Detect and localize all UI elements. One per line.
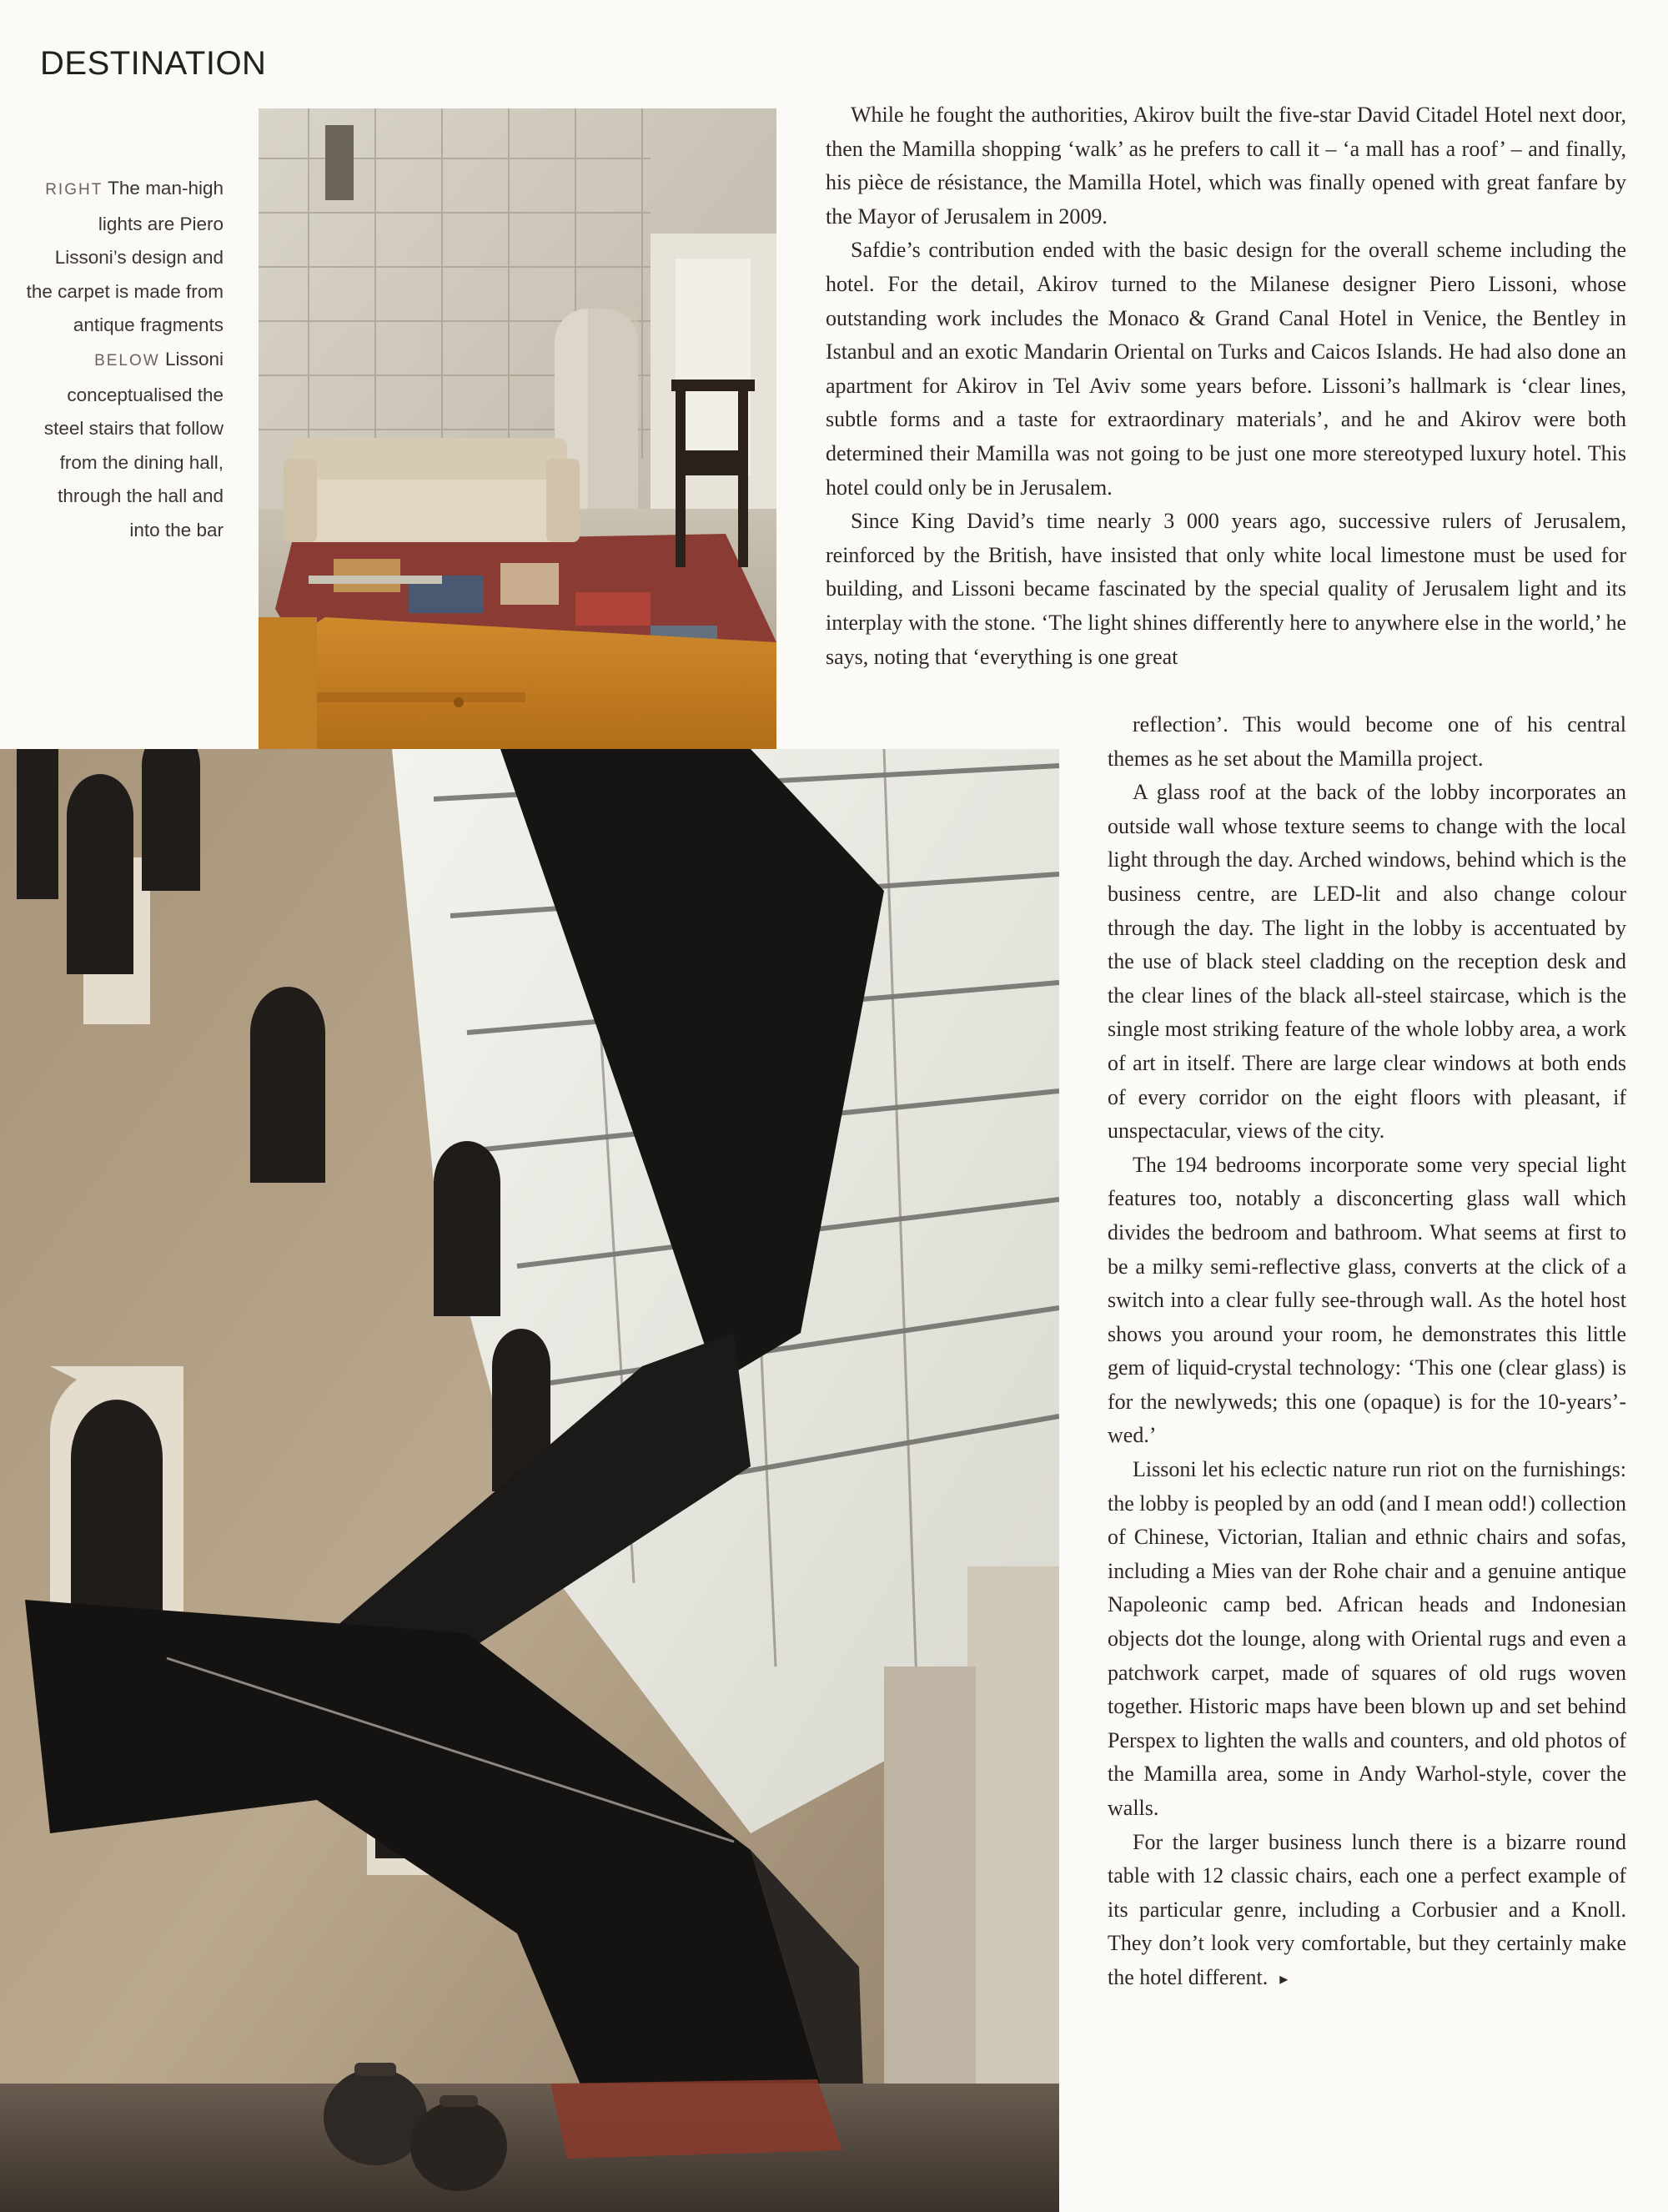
caption-key-right: RIGHT	[45, 181, 103, 199]
staircase-photo	[0, 749, 1059, 2212]
caption-text-below: Lissoni conceptualised the steel stairs that follow from the dining hall, through the hall and into the bar	[43, 348, 224, 540]
article-paragraph: Lissoni let his eclectic nature run riot on the furnishings: the lobby is peopled by an odd (and I mean odd!) collection of Chinese, Victorian, Italian and ethnic chairs and sofas, including a Mies van der Rohe chair and a genuine antique Napoleonic camp bed. African heads and Indonesian objects dot the lounge, along with Oriental rugs and even a patchwork carpet, made of squares of old rugs woven together. Historic maps have been blown up and set behind Perspex to lighten the walls and counters, and old photos of the Mamilla area, some in Andy Warhol-style, cover the walls.	[1108, 1457, 1626, 1820]
article-paragraph: Safdie’s contribution ended with the basic design for the overall scheme including the hotel. For the detail, Akirov turned to the Milanese designer Piero Lissoni, whose outstanding work includes the Monaco & Grand Canal Hotel in Venice, the Bentley in Istanbul and an exotic Mandarin Oriental on Turks and Caicos Islands. He had also done an apartment for Akirov in Tel Aviv some years before. Lissoni’s hallmark is ‘clear lines, subtle forms and a taste for extraordinary materials’, and he and Akirov were both determined their Mamilla was not going to be just one more stereotyped luxury hotel. This hotel could only be in Jerusalem.	[826, 238, 1626, 500]
article-paragraph: Since King David’s time nearly 3 000 years ago, successive rulers of Jerusalem, reinforced by the British, have insisted that only white local limestone must be used for building, and Lissoni became fascinated by the special quality of Jerusalem light and its interplay with the stone. ‘The light shines differently here to anywhere else in the world,’ he says, noting that ‘everything is one great	[826, 509, 1626, 669]
article-column-top	[826, 98, 1626, 674]
article-column-bottom	[1108, 708, 1626, 1996]
caption-key-below: BELOW	[94, 351, 160, 370]
article-paragraph: While he fought the authorities, Akirov built the five-star David Citadel Hotel next door, then the Mamilla shopping ‘walk’ as he prefers to call it – ‘a mall has a roof’ – and finally, his pièce de résistance, the Mamilla Hotel, which was finally opened with great fanfare by the Mayor of Jerusalem in 2009.	[826, 103, 1626, 229]
section-label: DESTINATION	[40, 45, 267, 82]
lounge-photo	[259, 108, 776, 749]
article-paragraph-text: For the larger business lunch there is a bizarre round table with 12 classic chairs, each one a perfect example of its particular genre, including a Corbusier and a Knoll. They don’t look very comfortable, but they certainly make the hotel different.	[1108, 1829, 1626, 1989]
article-paragraph: A glass roof at the back of the lobby incorporates an outside wall whose texture seems to change with the local light through the day. Arched windows, behind which is the business centre, are LED-lit and also change colour through the day. The light in the lobby is accentuated by the use of black steel cladding on the reception desk and the clear lines of the black all-steel staircase, which is the single most striking feature of the whole lobby area, a work of art in itself. There are large clear windows at both ends of every corridor on the eight floors with pleasant, if unspectacular, views of the city.	[1108, 780, 1626, 1144]
article-paragraph-last	[1108, 1826, 1626, 1996]
article-paragraph-continued: reflection’. This would become one of his central themes as he set about the Mamilla project.	[1108, 712, 1626, 771]
caption-text-right: The man-high lights are Piero Lissoni’s design and the carpet is made from antique fragments	[26, 178, 224, 336]
end-of-article-icon: ▸	[1279, 1968, 1289, 1988]
article-paragraph: The 194 bedrooms incorporate some very special light features too, notably a disconcerting glass wall which divides the bedroom and bathroom. What seems at first to be a milky semi-reflective glass, converts at the click of a switch into a clear fully see-through wall. As the hotel host shows you around your room, he demonstrates this little gem of liquid-crystal technology: ‘This one (clear glass) is for the newlyweds; this one (opaque) is for the 10-years’-wed.’	[1108, 1152, 1626, 1448]
photo-caption	[25, 172, 224, 548]
